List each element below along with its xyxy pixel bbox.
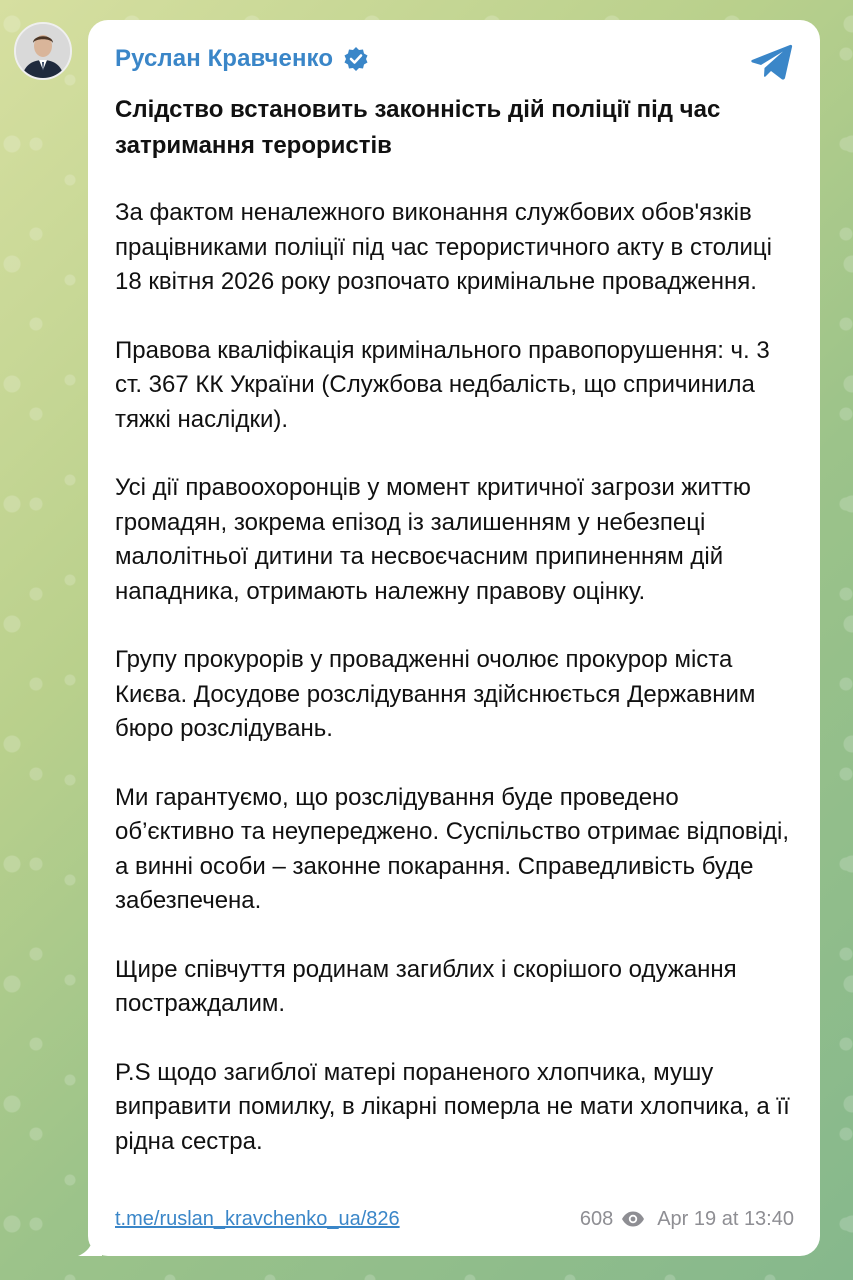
post-paragraph: Правова кваліфікація кримінального правопорушення: ч. 3 ст. 367 КК України (Службова недбалість, що спричинила тяжкі наслідки). <box>115 336 770 433</box>
post-link[interactable]: t.me/ruslan_kravchenko_ua/826 <box>115 1207 400 1230</box>
post-paragraph: Усі дії правоохоронців у момент критичної загрози життю громадян, зокрема епізод із залишенням у небезпеці малолітньої дитини та несвоєчасним припиненням дій нападника, отримають належну правову оцінку. <box>115 474 751 605</box>
message-meta <box>580 1208 794 1231</box>
message-timestamp: Apr 19 at 13:40 <box>657 1207 794 1230</box>
post-paragraph: P.S щодо загиблої матері пораненого хлопчика, мушу виправити помилку, в лікарні померла не мати хлопчика, а її рідна сестра. <box>115 1058 790 1155</box>
view-count: 608 <box>579 1207 614 1230</box>
post-body <box>115 196 794 1159</box>
author-name[interactable]: Руслан Кравченко <box>115 45 334 72</box>
post-paragraph: Ми гарантуємо, що розслідування буде проведено об’єктивно та неупереджено. Суспільство отримає відповіді, а винні особи – законне покарання. Справедливість буде забезпечена. <box>115 783 790 914</box>
telegram-icon[interactable] <box>750 42 794 82</box>
verified-badge-icon <box>343 46 369 72</box>
message-footer <box>115 1204 794 1234</box>
message-bubble <box>88 20 820 1256</box>
message-header <box>115 42 794 76</box>
post-paragraph: Групу прокурорів у провадженні очолює прокурор міста Києва. Досудове розслідування здійснюється Державним бюро розслідувань. <box>115 646 756 742</box>
post-paragraph: За фактом неналежного виконання службових обов'язків працівниками поліції під час терористичного акту в столиці 18 квітня 2026 року розпочато кримінальне провадження. <box>115 199 772 295</box>
eye-icon <box>621 1211 645 1227</box>
post-paragraph: Щире співчуття родинам загиблих і скорішого одужання постраждалим. <box>115 955 737 1017</box>
author-avatar[interactable] <box>14 22 72 80</box>
post-headline: Слідство встановить законність дій поліції під час затримання терористів <box>115 96 721 159</box>
